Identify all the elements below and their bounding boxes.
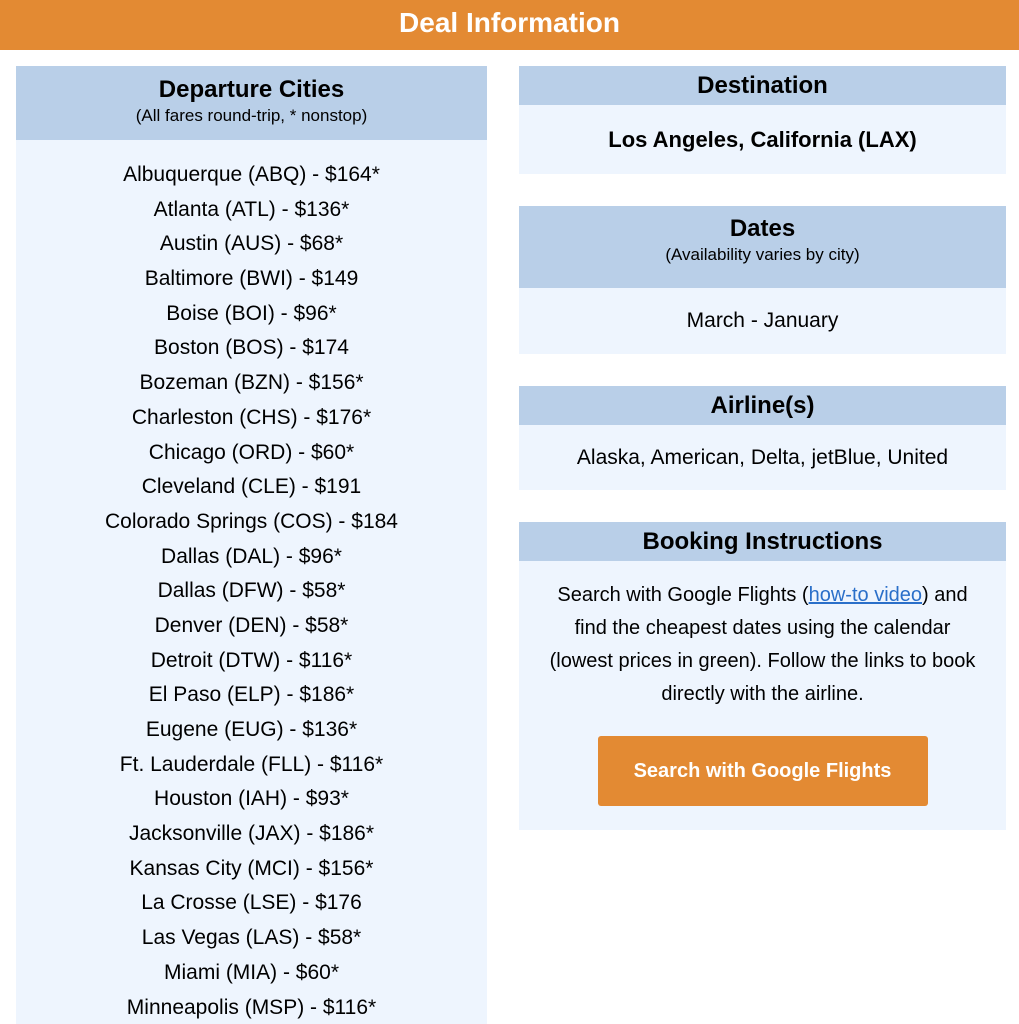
airlines-header bbox=[519, 386, 1006, 425]
deal-details-column bbox=[519, 66, 1006, 862]
departure-cities-header bbox=[16, 66, 487, 140]
departure-city-list bbox=[16, 140, 487, 1024]
departure-city-item: Austin (AUS) - $68* bbox=[159, 232, 344, 256]
departure-city-item: Detroit (DTW) - $116* bbox=[150, 648, 353, 672]
departure-city-item: Charleston (CHS) - $176* bbox=[131, 405, 372, 429]
departure-city-item: El Paso (ELP) - $186* bbox=[148, 683, 355, 707]
departure-city-item: Dallas (DFW) - $58* bbox=[157, 579, 346, 603]
departure-city-item: Miami (MIA) - $60* bbox=[163, 960, 340, 984]
booking-text-before: Search with Google Flights ( bbox=[557, 584, 809, 606]
departure-city-item: Baltimore (BWI) - $149 bbox=[144, 267, 359, 291]
departure-city-item: Kansas City (MCI) - $156* bbox=[129, 856, 374, 880]
booking-instructions-card bbox=[519, 522, 1006, 830]
dates-subtitle: (Availability varies by city) bbox=[665, 245, 860, 264]
dates-header bbox=[519, 206, 1006, 288]
departure-city-item: Ft. Lauderdale (FLL) - $116* bbox=[119, 752, 384, 776]
booking-text-after: ) and find the cheapest dates using the calendar (lowest prices in green). Follow the links to book directly with the airline. bbox=[549, 584, 976, 705]
departure-city-item: Jacksonville (JAX) - $186* bbox=[128, 822, 375, 846]
departure-city-item: Eugene (EUG) - $136* bbox=[145, 718, 358, 741]
departure-cities-panel bbox=[16, 66, 487, 1024]
booking-instructions-title: Booking Instructions bbox=[642, 528, 883, 555]
airlines-card bbox=[519, 386, 1006, 490]
departure-cities-title: Departure Cities bbox=[158, 76, 345, 103]
destination-card bbox=[519, 66, 1006, 174]
dates-title: Dates bbox=[729, 215, 796, 242]
departure-city-item: Colorado Springs (COS) - $184 bbox=[105, 509, 398, 533]
departure-city-item: Chicago (ORD) - $60* bbox=[148, 440, 355, 464]
departure-city-item: Las Vegas (LAS) - $58* bbox=[141, 926, 362, 950]
destination-value: Los Angeles, California (LAX) bbox=[608, 127, 917, 152]
airlines-title: Airline(s) bbox=[710, 392, 815, 419]
departure-city-item: Boise (BOI) - $96* bbox=[166, 301, 337, 325]
departure-city-item: Boston (BOS) - $174 bbox=[154, 336, 349, 360]
departure-city-item: Bozeman (BZN) - $156* bbox=[139, 371, 364, 395]
departure-city-item: Houston (IAH) - $93* bbox=[154, 787, 349, 811]
destination-header bbox=[519, 66, 1006, 105]
departure-city-item: Cleveland (CLE) - $191 bbox=[141, 475, 362, 499]
banner-title: Deal Information bbox=[399, 7, 620, 38]
dates-value: March - January bbox=[686, 309, 839, 332]
departure-city-item: Albuquerque (ABQ) - $164* bbox=[123, 163, 380, 186]
departure-city-item: Dallas (DAL) - $96* bbox=[161, 544, 342, 568]
deal-information-banner bbox=[0, 0, 1019, 50]
how-to-video-link[interactable]: how-to video bbox=[808, 584, 923, 606]
booking-instructions-body bbox=[519, 561, 1006, 830]
booking-instructions-header bbox=[519, 522, 1006, 561]
departure-city-item: Atlanta (ATL) - $136* bbox=[153, 197, 350, 221]
departure-city-item: Denver (DEN) - $58* bbox=[154, 613, 349, 637]
search-google-flights-button[interactable]: Search with Google Flights bbox=[598, 736, 928, 806]
dates-card bbox=[519, 206, 1006, 354]
airlines-value: Alaska, American, Delta, jetBlue, United bbox=[576, 446, 949, 469]
departure-cities-subtitle: (All fares round-trip, * nonstop) bbox=[135, 106, 368, 125]
destination-title: Destination bbox=[697, 72, 828, 99]
departure-city-item: Minneapolis (MSP) - $116* bbox=[126, 995, 377, 1019]
departure-city-item: La Crosse (LSE) - $176 bbox=[141, 891, 362, 915]
